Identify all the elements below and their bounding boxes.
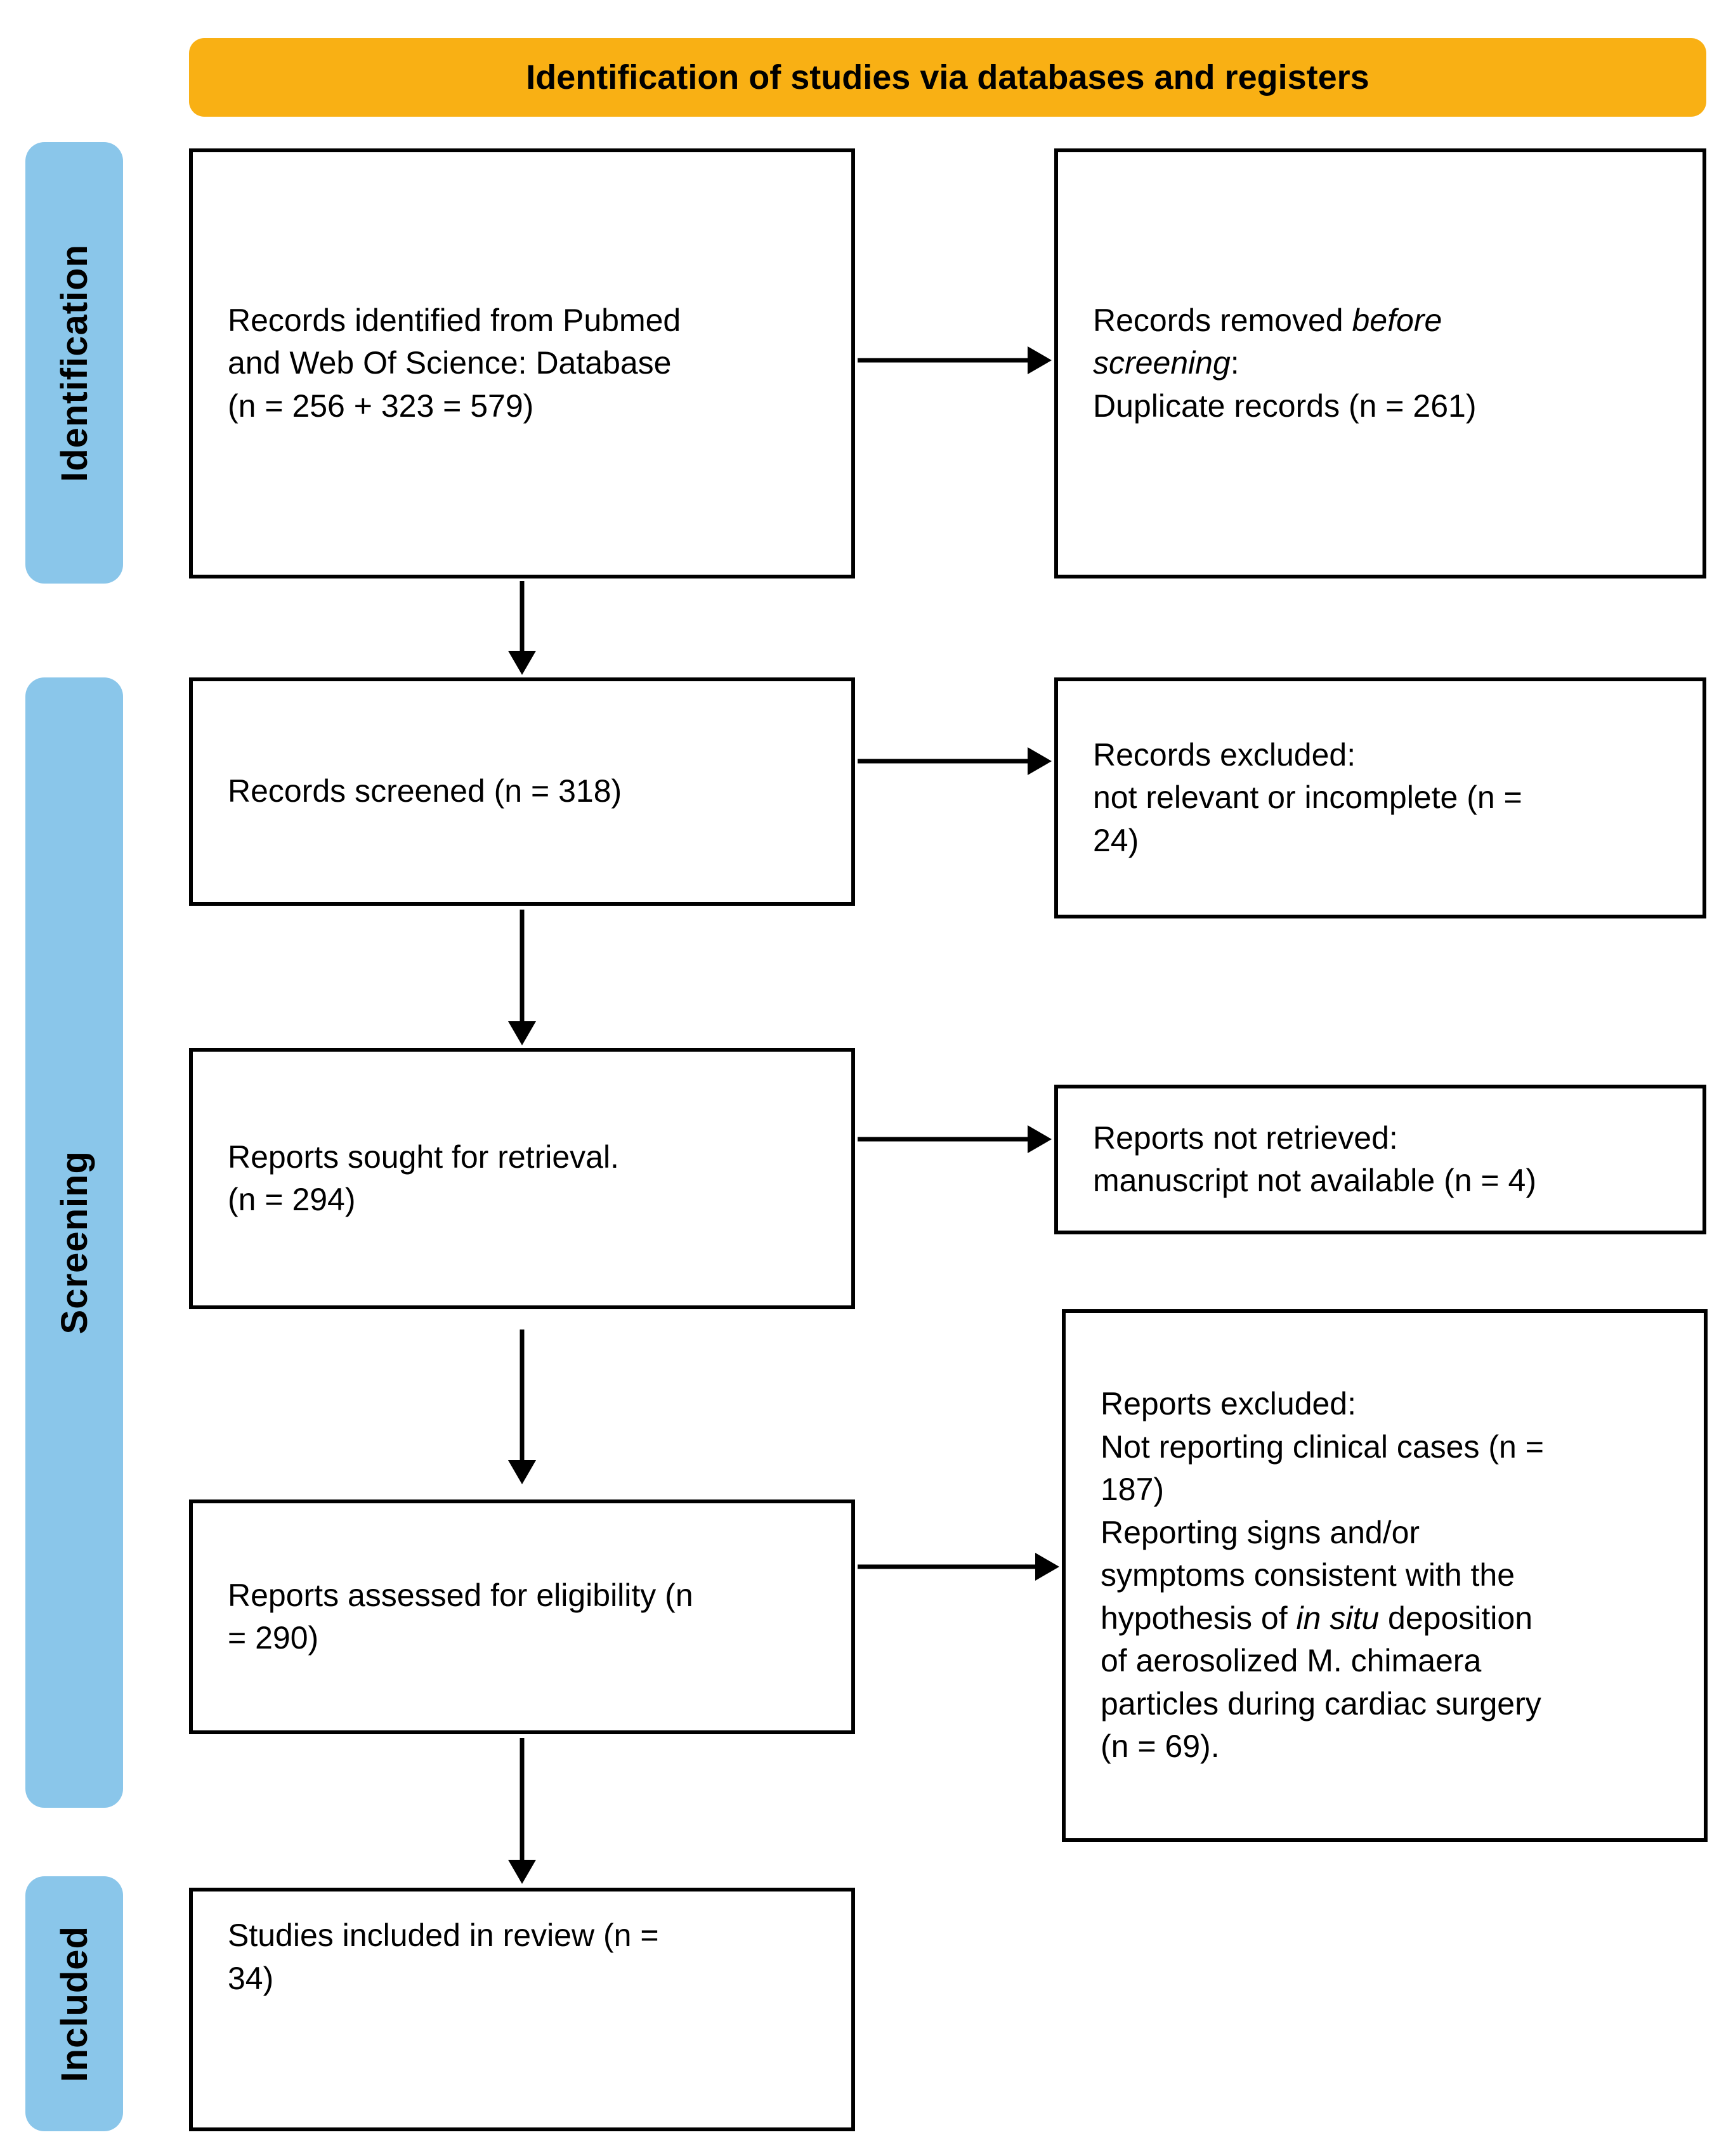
arrow-head: [1028, 346, 1052, 374]
arrow-shaft: [858, 759, 1033, 764]
text-segment: deposition of aerosolized M. chimaera particles during cardiac surgery (n = 69).: [1101, 1600, 1541, 1765]
arrow-shaft: [858, 1137, 1033, 1142]
text-segment: Reports excluded: Not reporting clinical cases (n = 187) Reporting signs and/or symptoms consistent with the hypothesis of: [1101, 1386, 1544, 1636]
stage-included: [25, 1876, 123, 2131]
arrow-sought-to-not-retrieved: [858, 1125, 1052, 1153]
box-reports-excluded: [1062, 1309, 1708, 1842]
arrow-assessed-to-reports-excluded: [858, 1553, 1059, 1581]
arrow-assessed-to-included: [508, 1738, 536, 1884]
arrow-screened-to-sought: [508, 910, 536, 1045]
arrow-identified-to-screened: [508, 581, 536, 675]
arrow-shaft: [520, 1330, 525, 1465]
arrow-shaft: [520, 910, 525, 1026]
arrow-screened-to-excluded: [858, 747, 1052, 775]
arrow-shaft: [858, 1565, 1040, 1569]
box-reports-sought-text: Reports sought for retrieval. (n = 294): [228, 1139, 619, 1217]
arrow-shaft: [858, 358, 1033, 363]
box-records-screened: [189, 677, 855, 906]
arrow-sought-to-assessed: [508, 1330, 536, 1484]
stage-label-included: Included: [53, 1925, 95, 2082]
arrow-head: [508, 651, 536, 675]
arrow-identified-to-removed: [858, 346, 1052, 374]
text-segment-italic: before screening: [1093, 302, 1442, 381]
box-reports-not-retrieved-text: Reports not retrieved: manuscript not available (n = 4): [1093, 1120, 1536, 1198]
arrow-shaft: [520, 581, 525, 656]
arrow-head: [508, 1860, 536, 1884]
box-reports-sought: [189, 1048, 855, 1309]
box-studies-included: [189, 1888, 855, 2131]
box-records-excluded-text: Records excluded: not relevant or incomplete (n = 24): [1093, 736, 1522, 858]
box-reports-assessed: [189, 1499, 855, 1734]
box-records-identified: [189, 148, 855, 578]
stage-identification: [25, 142, 123, 584]
arrow-shaft: [520, 1738, 525, 1865]
text-segment: Records removed: [1093, 302, 1352, 338]
banner-title: Identification of studies via databases and registers: [189, 38, 1706, 117]
text-segment-italic: in situ: [1296, 1600, 1380, 1636]
box-records-removed-text: [1058, 274, 1511, 454]
stage-label-screening: Screening: [53, 1151, 95, 1335]
stage-screening: [25, 677, 123, 1808]
box-records-removed: [1054, 148, 1706, 578]
stage-label-identification: Identification: [53, 244, 95, 482]
box-reports-assessed-text: Reports assessed for eligibility (n = 290): [228, 1577, 693, 1656]
text-segment: : Duplicate records (n = 261): [1093, 345, 1477, 424]
arrow-head: [1035, 1553, 1059, 1581]
box-records-excluded: [1054, 677, 1706, 918]
box-studies-included-text: Studies included in review (n = 34): [228, 1918, 659, 1996]
box-reports-excluded-text: [1066, 1357, 1579, 1794]
box-records-screened-text: Records screened (n = 318): [228, 773, 622, 809]
box-reports-not-retrieved: [1054, 1085, 1706, 1234]
arrow-head: [1028, 1125, 1052, 1153]
arrow-head: [1028, 747, 1052, 775]
box-records-identified-text: Records identified from Pubmed and Web Of Science: Database (n = 256 + 323 = 579): [228, 302, 681, 424]
arrow-head: [508, 1460, 536, 1484]
arrow-head: [508, 1021, 536, 1045]
